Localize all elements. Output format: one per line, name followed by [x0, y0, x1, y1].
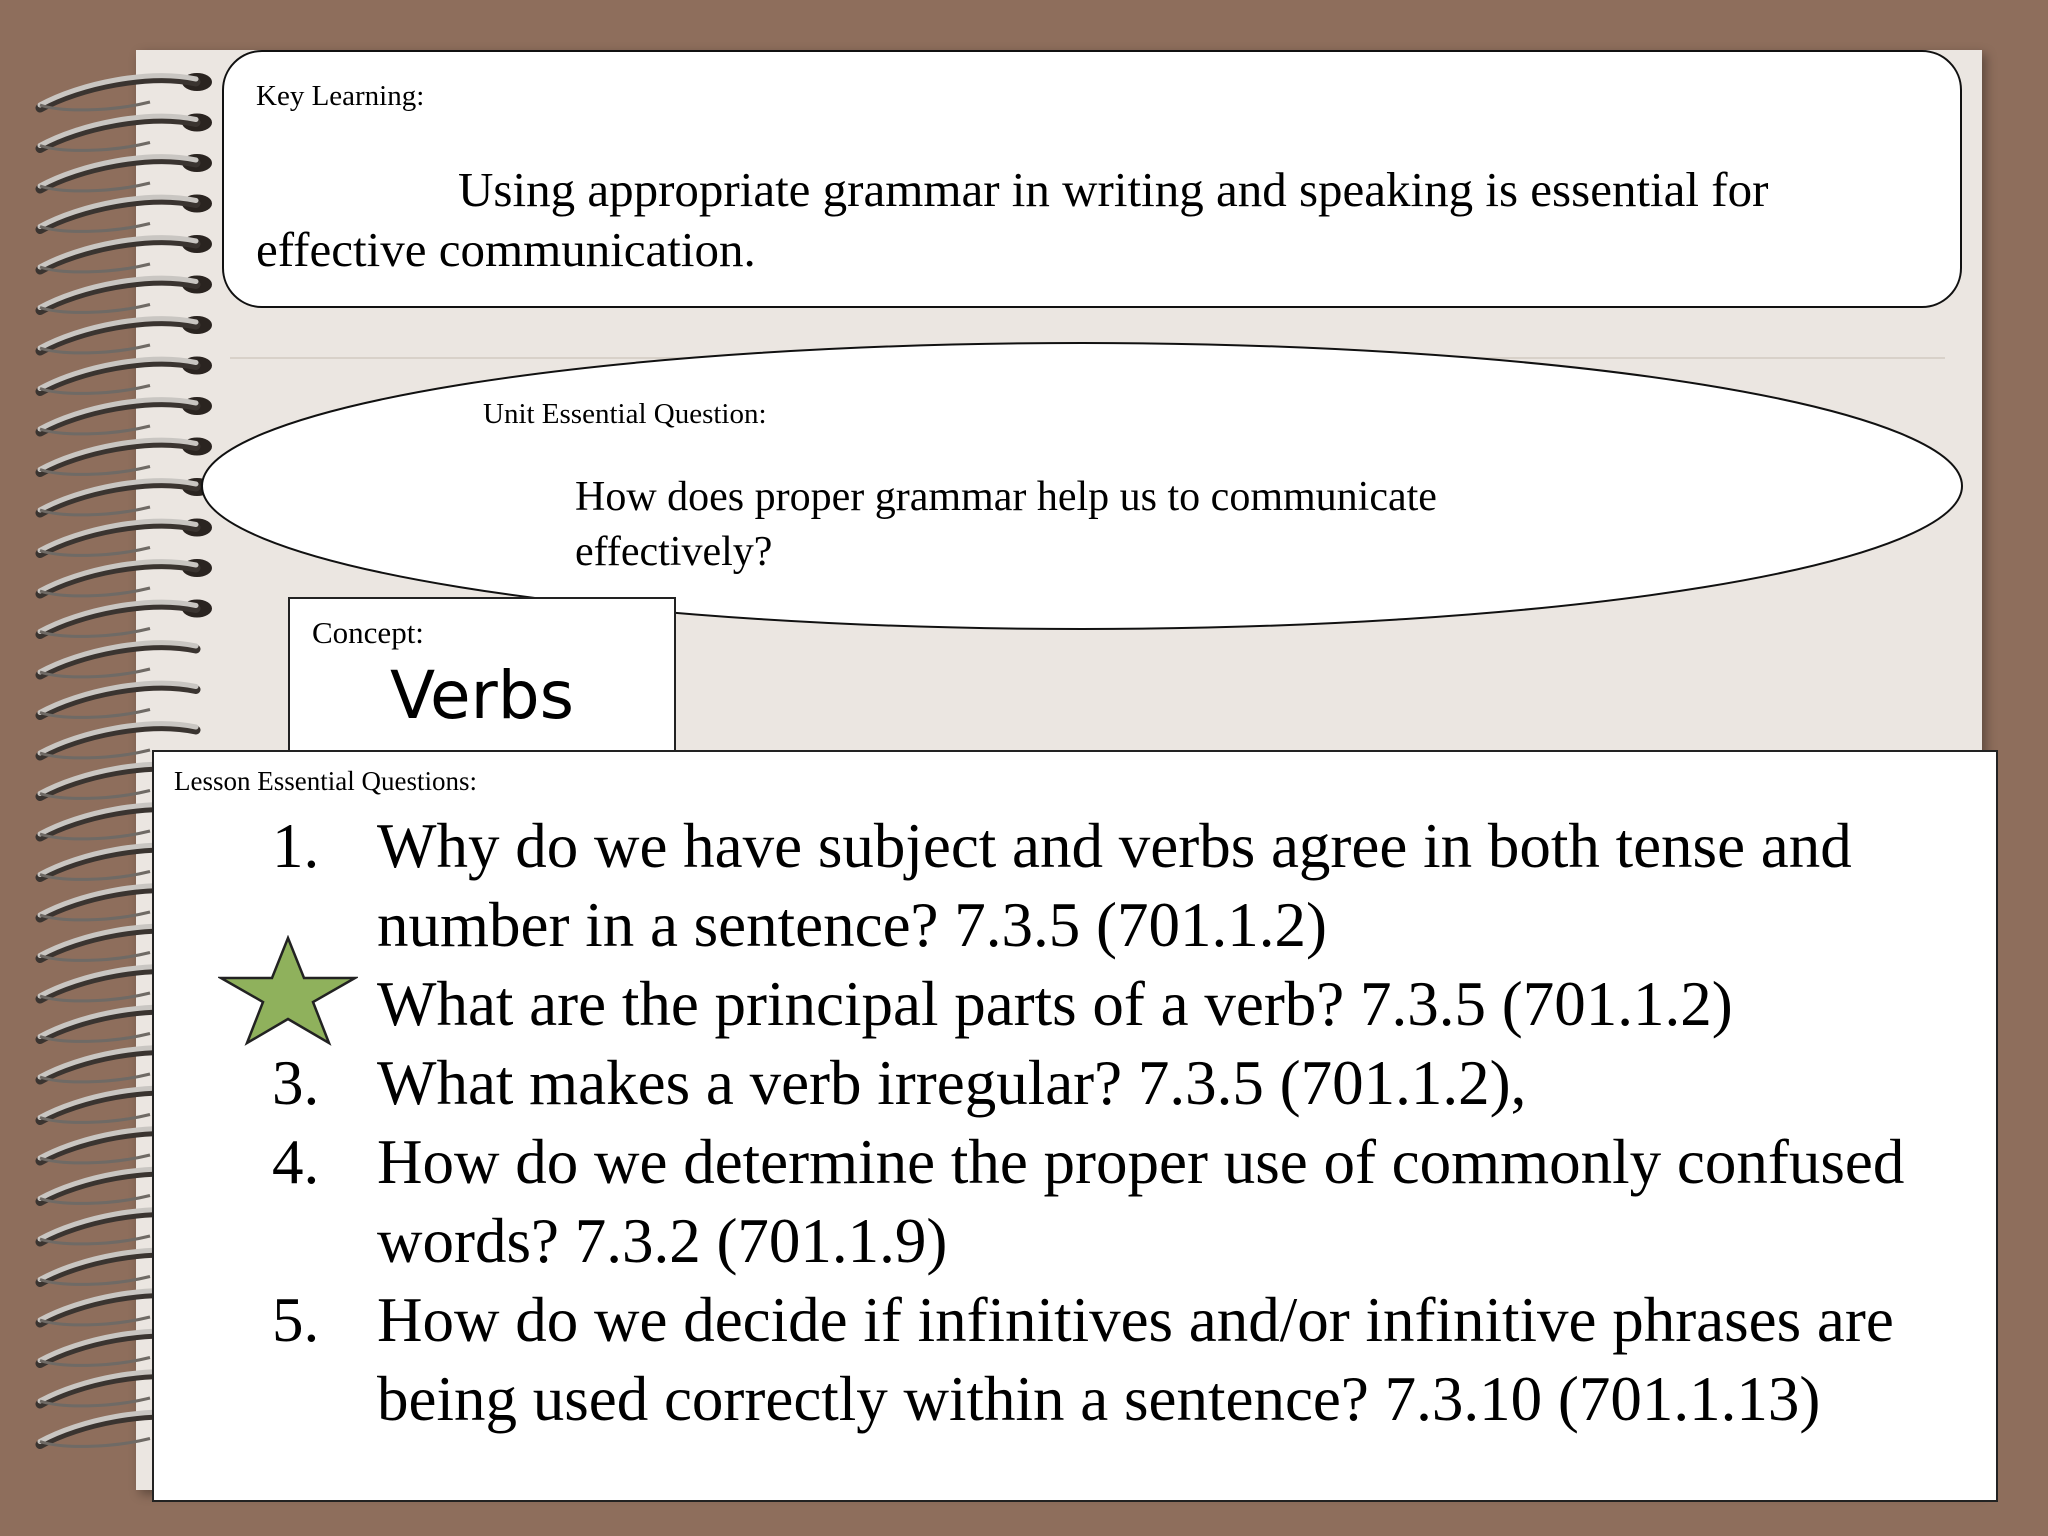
lesson-question-text: How do we decide if infinitives and/or infinitive phrases are being used correctly within a sentence? 7.3.10 (701.1.13): [377, 1285, 1894, 1434]
lesson-question-item: [272, 1123, 1972, 1281]
lesson-question-item: [272, 1044, 1972, 1123]
concept-box: [288, 597, 676, 757]
lesson-question-item: [272, 965, 1972, 1044]
key-learning-label: Key Learning:: [256, 80, 425, 112]
spiral-coil: [40, 683, 196, 717]
spiral-coil: [40, 478, 212, 515]
lesson-question-text: Why do we have subject and verbs agree in both tense and number in a sentence? 7.3.5 (701.1.2): [377, 811, 1852, 960]
spiral-coil: [40, 357, 212, 394]
lesson-question-item: [272, 1281, 1972, 1439]
lesson-question-number: 4.: [272, 1127, 320, 1197]
concept-label: Concept:: [312, 615, 424, 650]
spiral-coil: [40, 519, 212, 556]
lesson-questions-label: Lesson Essential Questions:: [174, 766, 477, 796]
spiral-coil: [40, 276, 212, 313]
lesson-question-number: 1.: [272, 811, 320, 881]
spiral-coil: [40, 643, 196, 677]
spiral-coil: [40, 114, 212, 151]
key-learning-box: [222, 50, 1962, 308]
lesson-question-number: 5.: [272, 1285, 320, 1355]
key-learning-text: Using appropriate grammar in writing and speaking is essential for effective communication.: [256, 162, 1769, 277]
lesson-question-text: What are the principal parts of a verb? 7.3.5 (701.1.2): [377, 969, 1733, 1039]
spiral-coil: [40, 600, 212, 637]
spiral-coil: [40, 73, 212, 110]
lesson-questions-box: [152, 750, 1998, 1502]
lesson-question-text: What makes a verb irregular? 7.3.5 (701.1.2),: [377, 1048, 1527, 1118]
spiral-coil: [40, 438, 212, 475]
spiral-coil: [40, 154, 212, 191]
unit-question-label: Unit Essential Question:: [483, 398, 767, 430]
lesson-questions-list: [272, 807, 1972, 1439]
spiral-coil: [40, 397, 212, 434]
spiral-coil: [40, 559, 212, 596]
spiral-coil: [40, 235, 212, 272]
spiral-coil: [40, 316, 212, 353]
star-icon: [218, 935, 358, 1047]
lesson-question-number: 3.: [272, 1048, 320, 1118]
lesson-question-text: How do we determine the proper use of commonly confused words? 7.3.2 (701.1.9): [377, 1127, 1905, 1276]
unit-question-text: How does proper grammar help us to communicate effectively?: [575, 474, 1437, 575]
spiral-coil: [40, 195, 212, 232]
lesson-question-item: [272, 807, 1972, 965]
concept-title: Verbs: [390, 657, 575, 734]
